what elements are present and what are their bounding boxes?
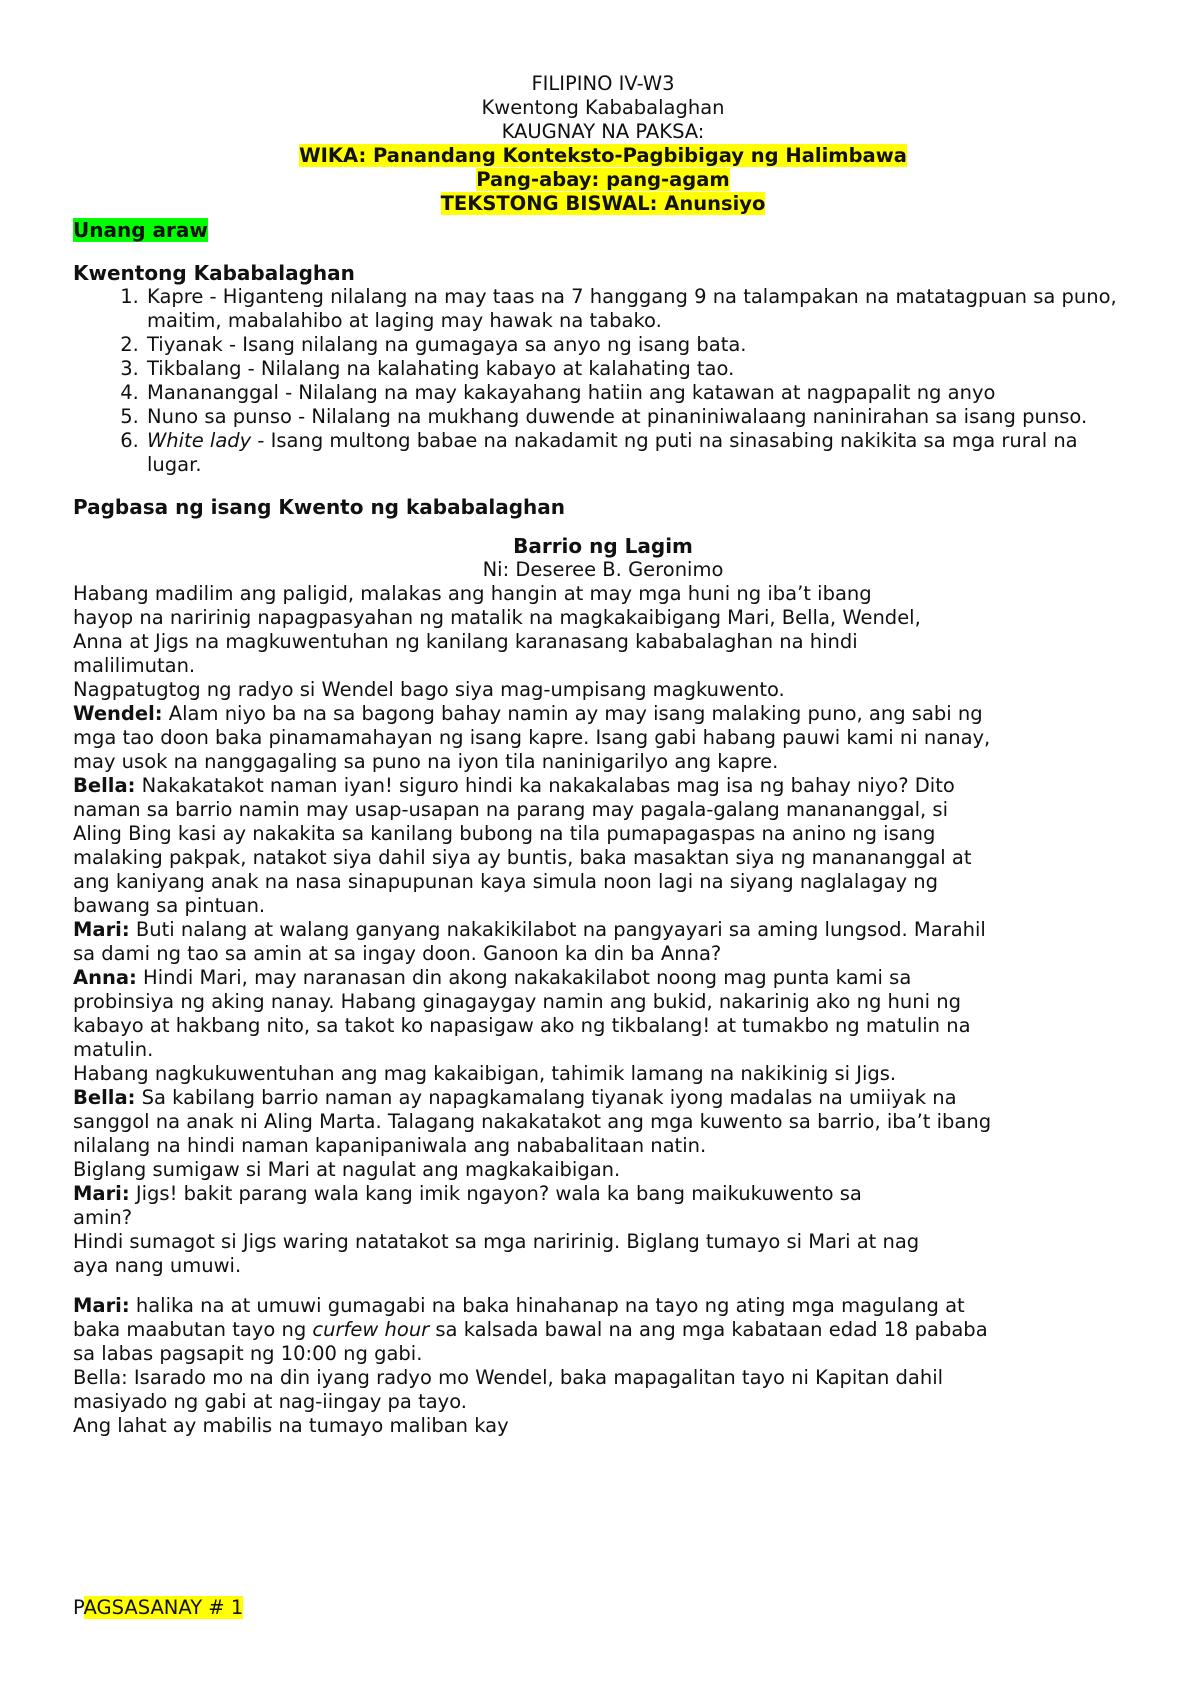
topic-title: Kwentong Kababalaghan: [481, 96, 725, 119]
story-title: Barrio ng Lagim: [513, 534, 693, 558]
footer-highlight: AGSASANAY # 1: [83, 1596, 244, 1619]
wika-topic: WIKA: Panandang Konteksto-Pagbibigay ng Halimbawa: [299, 144, 907, 167]
dialogue-bella: Bella: Nakakatakot naman iyan! siguro hindi ka nakakalabas mag isa ng bahay niyo? Dito naman sa barrio namin may usap-usapan na parang may pagala-galang manananggal, si Aling Bing kasi ay nakakita sa kanilang bubong na tila pumapagaspas na anino ng isang malaking pakpak, natakot siya dahil siya ay buntis, baka masaktan siya ng manananggal at ang kaniyang anak na nasa sinapupunan kaya simula noon lagi na siyang naglalagay ng bawang sa pintuan.: [73, 774, 972, 917]
list-item: 2. Tiyanak - Isang nilalang na gumagaya sa anyo ng isang bata.: [145, 333, 1133, 357]
subject-title: FILIPINO IV-W3: [531, 72, 675, 95]
section-title-pagbasa: Pagbasa ng isang Kwento ng kababalaghan: [73, 495, 566, 519]
dialogue-mari: Mari: Buti nalang at walang ganyang nakakikilabot na pangyayari sa aming lungsod. Marahil sa dami ng tao sa amin at sa ingay doon. Ganoon ka din ba Anna?: [73, 918, 986, 965]
document-header: [73, 72, 1133, 216]
dialogue-mari: Mari: Jigs! bakit parang wala kang imik ngayon? wala ka bang maikukuwento sa amin?: [73, 1182, 862, 1229]
story-paragraph: Bella: Isarado mo na din iyang radyo mo Wendel, baka mapagalitan tayo ni Kapitan dahil masiyado ng gabi at nag-iingay pa tayo.: [73, 1366, 944, 1413]
story-text: [73, 582, 1003, 1438]
creature-list: [73, 285, 1133, 477]
tekstong-biswal-topic: TEKSTONG BISWAL: Anunsiyo: [440, 192, 766, 215]
story-paragraph: Ang lahat ay mabilis na tumayo maliban kay: [73, 1414, 509, 1437]
story-paragraph: Habang madilim ang paligid, malakas ang hangin at may mga huni ng iba’t ibang hayop na naririnig napagpasyahan ng matalik na magkakaibigang Mari, Bella, Wendel, Anna at Jigs na magkuwentuhan ng kanilang karanasang kababalaghan na hindi malilimutan.: [73, 582, 921, 677]
dialogue-bella: Bella: Sa kabilang barrio naman ay napagkamalang tiyanak iyong madalas na umiiyak na sanggol na anak ni Aling Marta. Talagang nakakatakot ang mga kuwento sa barrio, iba’t ibang nilalang na hindi naman kapanipaniwala ang nababalitaan natin.: [73, 1086, 992, 1157]
dialogue-anna: Anna: Hindi Mari, may naranasan din akong nakakakilabot noong mag punta kami sa probinsiya ng aking nanay. Habang ginagaygay namin ang bukid, nakarinig ako ng huni ng kabayo at hakbang nito, sa takot ko napasigaw ako ng tikbalang! at tumakbo ng matulin na matulin.: [73, 966, 971, 1061]
story-paragraph: Biglang sumigaw si Mari at nagulat ang magkakaibigan.: [73, 1158, 621, 1181]
dialogue-mari: Mari: halika na at umuwi gumagabi na baka hinahanap na tayo ng ating mga magulang at baka maabutan tayo ng curfew hour sa kalsada bawal na ang mga kabataan edad 18 pababa sa labas pagsapit ng 10:00 ng gabi.: [73, 1294, 988, 1365]
list-item: 1. Kapre - Higanteng nilalang na may taas na 7 hanggang 9 na talampakan na matatagpuan sa puno, maitim, mabalahibo at laging may hawak na tabako.: [145, 285, 1133, 333]
day-label: Unang araw: [73, 218, 208, 242]
section-title-kwentong: Kwentong Kababalaghan: [73, 261, 355, 285]
list-item: 5. Nuno sa punso - Nilalang na mukhang duwende at pinaniniwalaang naninirahan sa isang punso.: [145, 405, 1133, 429]
footer-label: PAGSASANAY # 1: [73, 1596, 244, 1619]
dialogue-wendel: Wendel: Alam niyo ba na sa bagong bahay namin ay may isang malaking puno, ang sabi ng mga tao doon baka pinamamahayan ng isang kapre. Isang gabi habang pauwi kami ni nanay, may usok na nanggagaling sa puno na iyon tila naninigarilyo ang kapre.: [73, 702, 991, 773]
list-item: 6. White lady - Isang multong babae na nakadamit ng puti na sinasabing nakikita sa mga rural na lugar.: [145, 429, 1133, 477]
list-item: 3. Tikbalang - Nilalang na kalahating kabayo at kalahating tao.: [145, 357, 1133, 381]
document-body: [73, 72, 1133, 1438]
story-author: Ni: Deseree B. Geronimo: [482, 558, 724, 581]
story-paragraph: Hindi sumagot si Jigs waring natatakot sa mga naririnig. Biglang tumayo si Mari at nag aya nang umuwi.: [73, 1230, 920, 1277]
list-item: 4. Manananggal - Nilalang na may kakayahang hatiin ang katawan at nagpapalit ng anyo: [145, 381, 1133, 405]
story-paragraph: Habang nagkukuwentuhan ang mag kakaibigan, tahimik lamang na nakikinig si Jigs.: [73, 1062, 897, 1085]
story-paragraph: Nagpatugtog ng radyo si Wendel bago siya mag-umpisang magkuwento.: [73, 678, 785, 701]
related-topic-label: KAUGNAY NA PAKSA:: [501, 120, 705, 143]
pang-abay-topic: Pang-abay: pang-agam: [476, 168, 730, 191]
